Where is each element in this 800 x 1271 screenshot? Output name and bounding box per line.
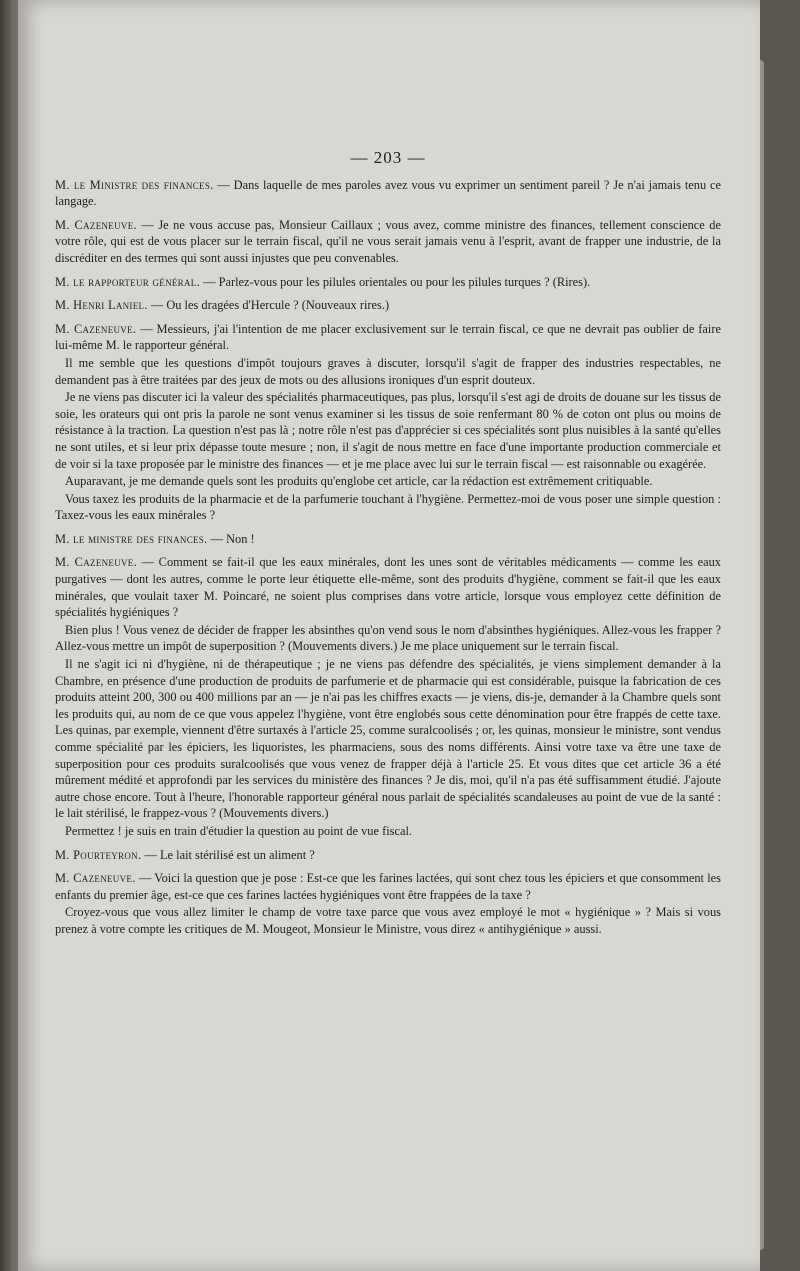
paragraph [55,870,721,903]
paragraph [55,355,721,388]
paragraph [55,904,721,937]
paragraph-text: Bien plus ! Vous venez de décider de frapper les absinthes qu'on vend sous le nom d'absinthes hygiéniques. Allez-vous les frapper ? Allez-vous mettre un impôt de superposition ? (Mouvements divers.) Je me place uniquement sur le terrain fiscal. [55,622,721,654]
paragraph-text: — Ou les dragées d'Hercule ? (Nouveaux rires.) [150,298,390,313]
paragraph-text: Il ne s'agit ici ni d'hygiène, ni de thérapeutique ; je ne viens pas défendre des spécialités, je viens simplement demander à la Chambre, en présence d'une production de produits de parfumerie et de pharmacie qui est considérable, puisque la fabrication de ces produits atteint 200, 300 ou 400 millions par an — je n'ai pas les chiffres exacts — je viens, dis-je, demander à la Chambre quels sont les produits qui, au nom de ce que vous appelez l'hygiène, vont être englobés sous cette dénomination pour être frappés de cette taxe. Les quinas, par exemple, viennent d'être surtaxés à l'article 25, comme suralcoolisés ; or, les quinas, monsieur le ministre, sont vendus comme spécialité par les épiciers, les liquoristes, les pharmaciens, sous des noms différents. Ainsi votre taxe va être une taxe de superposition pour ces produits suralcoolisés que vous venez de frapper déjà à l'article 25. Et vous dites que cet article 36 a été mûrement médité et approfondi par les services du ministère des finances ? Je dis, moi, qu'il n'a pas été suffisamment étudié. J'ajoute autre chose encore. Tout à l'heure, l'honorable rapporteur général nous parlait de spécialités scandaleuses au point de vue de la santé : le lait stérilisé, le frappez-vous ? (Mouvements divers.) [55,657,721,821]
paragraph [55,531,721,548]
paragraph-text: Je ne viens pas discuter ici la valeur des spécialités pharmaceutiques, pas plus, lorsqu'il s'est agi de droits de douane sur les tissus de soie, les orateurs qui ont pris la parole ne sont venus examiner si les tissus de soie renfermant 80 % de coton ont plus ou moins de résistance à la traction. La question n'est pas là ; notre rôle n'est pas d'apprécier si ces spécialités sont plus nuisibles à la santé qu'elles ne sont utiles, et si leur prix dépasse toute mesure ; non, il s'agit de nous mettre en face d'une importante production commerciale et de voir si la taxe proposée par le ministre des finances — et je me place avec lui sur le terrain fiscal — est raisonnable ou exagérée. [55,390,721,471]
paragraph [55,177,721,210]
speaker-name: M. Cazeneuve. [55,321,137,336]
paragraph-text: — Voici la question que je pose : Est-ce que les farines lactées, qui sont chez tous les épiciers et que consomment les enfants du premier âge, est-ce que ces farines lactées hygiéniques vont être frappées de la taxe ? [55,871,721,902]
speaker-name: M. Pourteyron. [55,847,142,862]
paragraph-text: — Je ne vous accuse pas, Monsieur Caillaux ; vous avez, comme ministre des finances, tellement conscience de votre rôle, qui est de vous placer sur le terrain fiscal, qu'il ne vous serait jamais venu à l'esprit, avant de frapper une industrie, de la discréditer en des termes qui sont aussi injustes que peu convenables. [55,217,721,265]
paragraph-text: — Le lait stérilisé est un aliment ? [144,847,315,862]
paragraph [55,217,721,267]
paragraph [55,473,721,490]
paragraph-text: Vous taxez les produits de la pharmacie et de la parfumerie touchant à l'hygiène. Permettez-moi de vous poser une simple question : Taxez-vous les eaux minérales ? [55,491,721,523]
paragraph [55,491,721,524]
speaker-name: M. Cazeneuve. [55,871,136,886]
document-text [55,150,721,945]
speaker-name: M. Cazeneuve. [55,555,138,570]
paragraph [55,823,721,840]
paragraph [55,297,721,314]
paragraph-text: Auparavant, je me demande quels sont les produits qu'englobe cet article, car la rédaction est extrêmement critiquable. [65,474,653,489]
paragraph-text: — Messieurs, j'ai l'intention de me placer exclusivement sur le terrain fiscal, ce que ne devrait pas oublier de faire lui-même M. le rapporteur général. [55,321,721,353]
paragraph-text: — Dans laquelle de mes paroles avez vous vu exprimer un sentiment pareil ? Je n'ai jamais tenu ce langage. [55,177,721,209]
paragraph [55,554,721,620]
paragraph-text: — Non ! [210,531,255,546]
paragraph [55,847,721,864]
speaker-name: M. Cazeneuve. [55,217,137,232]
paragraph-text: Croyez-vous que vous allez limiter le champ de votre taxe parce que vous avez employé le mot « hygiénique » ? Mais si vous prenez à votre compte les critiques de M. Mougeot, Monsieur le Ministre, vous direz « antihygiénique » aussi. [55,905,721,936]
paragraph [55,274,721,291]
speaker-name: M. Henri Laniel. [55,298,148,313]
paragraph-text: — Parlez-vous pour les pilules orientales ou pour les pilules turques ? (Rires). [203,274,591,289]
page-number: — 203 — [350,148,426,167]
paragraph-text: Permettez ! je suis en train d'étudier la question au point de vue fiscal. [65,823,412,838]
speaker-name: M. le rapporteur général. [55,274,200,289]
paragraph [55,321,721,354]
paragraph [55,656,721,822]
paragraph-text: — Comment se fait-il que les eaux minérales, dont les unes sont de véritables médicaments — comme les eaux purgatives — dont les autres, comme le porte leur étiquette elle-même, sont des produits d'hygiène, comment se fait-il que les eaux minérales, que voulait taxer M. Poincaré, ne soient plus comprises dans votre article, lorsque vous employez cette définition de spécialités hygiéniques ? [55,555,721,620]
paragraph [55,389,721,472]
paragraph-text: Il me semble que les questions d'impôt toujours graves à discuter, lorsqu'il s'agit de frapper des industries respectables, ne demandent pas à être traitées par des jeux de mots ou des allusions ironiques d'un esprit douteux. [55,355,721,387]
speaker-name: M. le ministre des finances. [55,531,208,546]
paragraph [55,622,721,655]
speaker-name: M. le Ministre des finances. [55,177,214,192]
